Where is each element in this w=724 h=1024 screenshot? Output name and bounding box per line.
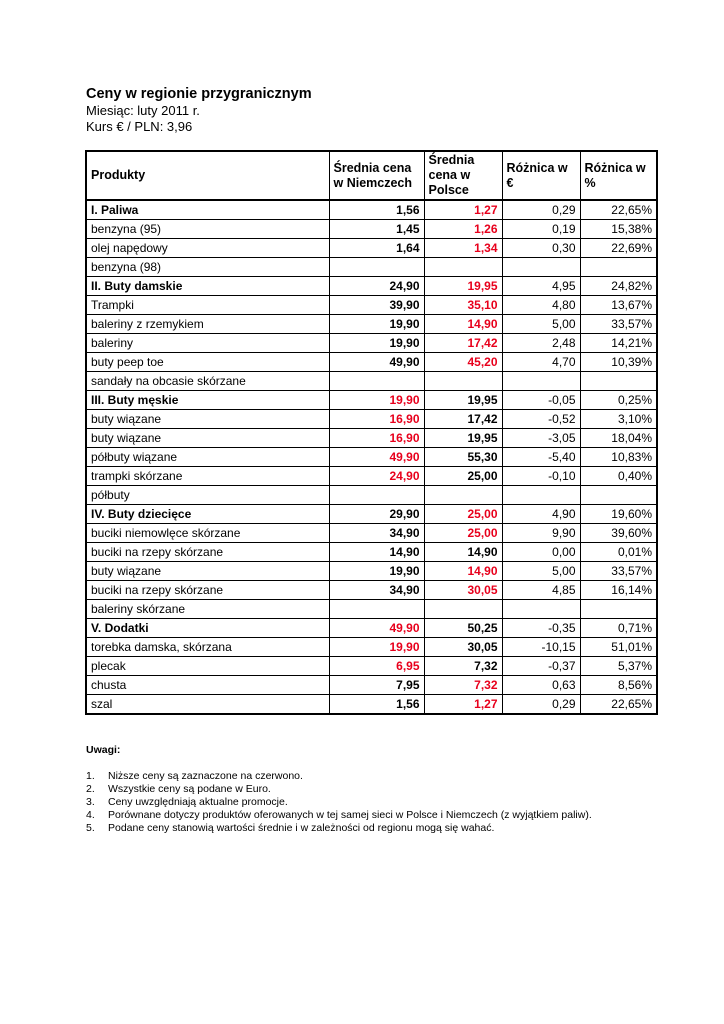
product-name-cell: IV. Buty dziecięce <box>86 505 329 524</box>
product-name-cell: buciki na rzepy skórzane <box>86 543 329 562</box>
product-name-cell: II. Buty damskie <box>86 277 329 296</box>
difference-pct-cell <box>580 372 657 391</box>
table-row <box>86 581 657 600</box>
difference-eur-cell: 2,48 <box>502 334 580 353</box>
difference-pct-cell: 33,57% <box>580 562 657 581</box>
difference-eur-cell: -0,10 <box>502 467 580 486</box>
price-germany-cell: 1,45 <box>329 220 424 239</box>
price-germany-cell: 34,90 <box>329 524 424 543</box>
difference-eur-cell: 4,95 <box>502 277 580 296</box>
price-germany-cell: 49,90 <box>329 353 424 372</box>
difference-pct-cell: 22,65% <box>580 695 657 715</box>
price-poland-cell: 17,42 <box>424 334 502 353</box>
note-item <box>86 809 592 822</box>
difference-eur-cell: 4,80 <box>502 296 580 315</box>
product-name-cell: V. Dodatki <box>86 619 329 638</box>
difference-pct-cell: 19,60% <box>580 505 657 524</box>
difference-pct-cell: 0,40% <box>580 467 657 486</box>
table-row <box>86 486 657 505</box>
price-germany-cell: 49,90 <box>329 448 424 467</box>
table-row <box>86 315 657 334</box>
table-row <box>86 695 657 715</box>
price-poland-cell <box>424 258 502 277</box>
difference-pct-cell: 0,01% <box>580 543 657 562</box>
column-header-price-germany: Średnia cena w Niemczech <box>329 151 424 200</box>
product-name-cell: III. Buty męskie <box>86 391 329 410</box>
table-row <box>86 239 657 258</box>
column-header-difference-eur: Różnica w € <box>502 151 580 200</box>
price-germany-cell: 1,56 <box>329 695 424 715</box>
price-germany-cell: 19,90 <box>329 315 424 334</box>
price-poland-cell: 7,32 <box>424 657 502 676</box>
difference-pct-cell: 10,39% <box>580 353 657 372</box>
difference-eur-cell: 0,29 <box>502 695 580 715</box>
difference-eur-cell <box>502 486 580 505</box>
difference-pct-cell: 51,01% <box>580 638 657 657</box>
price-comparison-table <box>85 150 658 715</box>
table-header-row <box>86 151 657 200</box>
price-germany-cell <box>329 372 424 391</box>
price-germany-cell: 1,56 <box>329 200 424 220</box>
difference-pct-cell: 3,10% <box>580 410 657 429</box>
month-line: Miesiąc: luty 2011 r. <box>86 103 200 118</box>
price-poland-cell: 25,00 <box>424 505 502 524</box>
difference-eur-cell: -0,35 <box>502 619 580 638</box>
price-germany-cell: 19,90 <box>329 334 424 353</box>
note-number: 5. <box>86 822 95 834</box>
table-row <box>86 657 657 676</box>
price-germany-cell: 14,90 <box>329 543 424 562</box>
difference-eur-cell: 5,00 <box>502 315 580 334</box>
note-number: 2. <box>86 783 95 795</box>
note-text: Ceny uwzględniają aktualne promocje. <box>108 796 288 808</box>
price-poland-cell: 35,10 <box>424 296 502 315</box>
product-name-cell: półbuty wiązane <box>86 448 329 467</box>
price-poland-cell: 14,90 <box>424 543 502 562</box>
table-row <box>86 410 657 429</box>
product-name-cell: półbuty <box>86 486 329 505</box>
difference-eur-cell: -3,05 <box>502 429 580 448</box>
price-germany-cell: 16,90 <box>329 429 424 448</box>
difference-eur-cell: 0,63 <box>502 676 580 695</box>
note-number: 1. <box>86 770 95 782</box>
price-poland-cell: 30,05 <box>424 638 502 657</box>
difference-eur-cell: 0,19 <box>502 220 580 239</box>
category-row <box>86 619 657 638</box>
difference-eur-cell: 0,29 <box>502 200 580 220</box>
difference-pct-cell: 33,57% <box>580 315 657 334</box>
product-name-cell: szal <box>86 695 329 715</box>
table-row <box>86 220 657 239</box>
price-poland-cell: 30,05 <box>424 581 502 600</box>
difference-pct-cell: 5,37% <box>580 657 657 676</box>
note-text: Podane ceny stanowią wartości średnie i w zależności od regionu mogą się wahać. <box>108 822 495 834</box>
difference-eur-cell: 0,00 <box>502 543 580 562</box>
column-header-price-poland: Średnia cena w Polsce <box>424 151 502 200</box>
price-poland-cell: 1,27 <box>424 695 502 715</box>
price-poland-cell: 50,25 <box>424 619 502 638</box>
price-germany-cell <box>329 600 424 619</box>
table-row <box>86 258 657 277</box>
price-poland-cell: 19,95 <box>424 277 502 296</box>
note-item <box>86 783 592 796</box>
price-poland-cell: 14,90 <box>424 562 502 581</box>
price-poland-cell <box>424 600 502 619</box>
table-body <box>86 200 657 714</box>
note-item <box>86 796 592 809</box>
price-poland-cell: 1,27 <box>424 200 502 220</box>
difference-pct-cell: 22,69% <box>580 239 657 258</box>
difference-eur-cell: 4,90 <box>502 505 580 524</box>
difference-eur-cell: -5,40 <box>502 448 580 467</box>
difference-eur-cell: 5,00 <box>502 562 580 581</box>
product-name-cell: buty peep toe <box>86 353 329 372</box>
product-name-cell: buty wiązane <box>86 429 329 448</box>
price-germany-cell: 19,90 <box>329 638 424 657</box>
price-poland-cell: 55,30 <box>424 448 502 467</box>
notes-list <box>86 770 592 835</box>
product-name-cell: chusta <box>86 676 329 695</box>
product-name-cell: sandały na obcasie skórzane <box>86 372 329 391</box>
product-name-cell: baleriny <box>86 334 329 353</box>
price-germany-cell: 19,90 <box>329 562 424 581</box>
difference-pct-cell: 13,67% <box>580 296 657 315</box>
exchange-rate-line: Kurs € / PLN: 3,96 <box>86 119 193 134</box>
table-row <box>86 638 657 657</box>
price-poland-cell: 25,00 <box>424 467 502 486</box>
difference-pct-cell <box>580 258 657 277</box>
difference-eur-cell <box>502 600 580 619</box>
category-row <box>86 200 657 220</box>
price-germany-cell: 1,64 <box>329 239 424 258</box>
table-row <box>86 429 657 448</box>
price-poland-cell: 1,34 <box>424 239 502 258</box>
price-poland-cell <box>424 372 502 391</box>
difference-eur-cell <box>502 372 580 391</box>
table-row <box>86 524 657 543</box>
difference-pct-cell: 0,25% <box>580 391 657 410</box>
category-row <box>86 505 657 524</box>
difference-eur-cell: 0,30 <box>502 239 580 258</box>
product-name-cell: plecak <box>86 657 329 676</box>
product-name-cell: benzyna (98) <box>86 258 329 277</box>
difference-eur-cell: -10,15 <box>502 638 580 657</box>
difference-pct-cell: 18,04% <box>580 429 657 448</box>
difference-eur-cell: -0,52 <box>502 410 580 429</box>
product-name-cell: torebka damska, skórzana <box>86 638 329 657</box>
table-row <box>86 600 657 619</box>
note-number: 4. <box>86 809 95 821</box>
price-poland-cell: 1,26 <box>424 220 502 239</box>
price-poland-cell <box>424 486 502 505</box>
product-name-cell: olej napędowy <box>86 239 329 258</box>
price-germany-cell: 24,90 <box>329 277 424 296</box>
table-row <box>86 448 657 467</box>
difference-pct-cell: 15,38% <box>580 220 657 239</box>
difference-pct-cell: 10,83% <box>580 448 657 467</box>
product-name-cell: trampki skórzane <box>86 467 329 486</box>
difference-pct-cell: 22,65% <box>580 200 657 220</box>
price-poland-cell: 19,95 <box>424 391 502 410</box>
price-germany-cell: 24,90 <box>329 467 424 486</box>
price-poland-cell: 17,42 <box>424 410 502 429</box>
price-germany-cell: 7,95 <box>329 676 424 695</box>
price-germany-cell: 29,90 <box>329 505 424 524</box>
price-poland-cell: 7,32 <box>424 676 502 695</box>
price-poland-cell: 14,90 <box>424 315 502 334</box>
difference-eur-cell: 9,90 <box>502 524 580 543</box>
difference-eur-cell: 4,70 <box>502 353 580 372</box>
price-germany-cell <box>329 258 424 277</box>
product-name-cell: baleriny z rzemykiem <box>86 315 329 334</box>
table-row <box>86 372 657 391</box>
difference-pct-cell: 16,14% <box>580 581 657 600</box>
column-header-difference-pct: Różnica w % <box>580 151 657 200</box>
product-name-cell: buciki na rzepy skórzane <box>86 581 329 600</box>
product-name-cell: benzyna (95) <box>86 220 329 239</box>
note-item <box>86 822 592 835</box>
price-poland-cell: 45,20 <box>424 353 502 372</box>
note-item <box>86 770 592 783</box>
product-name-cell: buciki niemowlęce skórzane <box>86 524 329 543</box>
difference-eur-cell: -0,05 <box>502 391 580 410</box>
difference-pct-cell: 8,56% <box>580 676 657 695</box>
price-germany-cell <box>329 486 424 505</box>
price-germany-cell: 19,90 <box>329 391 424 410</box>
note-text: Wszystkie ceny są podane w Euro. <box>108 783 271 795</box>
price-poland-cell: 25,00 <box>424 524 502 543</box>
notes-title: Uwagi: <box>86 744 121 756</box>
table-row <box>86 562 657 581</box>
difference-pct-cell: 14,21% <box>580 334 657 353</box>
document-header <box>86 85 312 135</box>
category-row <box>86 277 657 296</box>
price-germany-cell: 39,90 <box>329 296 424 315</box>
price-germany-cell: 34,90 <box>329 581 424 600</box>
product-name-cell: baleriny skórzane <box>86 600 329 619</box>
difference-eur-cell: 4,85 <box>502 581 580 600</box>
difference-pct-cell: 39,60% <box>580 524 657 543</box>
table-row <box>86 296 657 315</box>
product-name-cell: Trampki <box>86 296 329 315</box>
table-row <box>86 467 657 486</box>
category-row <box>86 391 657 410</box>
difference-pct-cell: 24,82% <box>580 277 657 296</box>
table-row <box>86 353 657 372</box>
product-name-cell: buty wiązane <box>86 562 329 581</box>
price-germany-cell: 16,90 <box>329 410 424 429</box>
difference-eur-cell: -0,37 <box>502 657 580 676</box>
column-header-products: Produkty <box>86 151 329 200</box>
table-row <box>86 334 657 353</box>
product-name-cell: buty wiązane <box>86 410 329 429</box>
note-text: Niższe ceny są zaznaczone na czerwono. <box>108 770 303 782</box>
product-name-cell: I. Paliwa <box>86 200 329 220</box>
difference-pct-cell: 0,71% <box>580 619 657 638</box>
difference-eur-cell <box>502 258 580 277</box>
difference-pct-cell <box>580 486 657 505</box>
notes-section <box>86 744 592 835</box>
note-number: 3. <box>86 796 95 808</box>
price-germany-cell: 6,95 <box>329 657 424 676</box>
price-germany-cell: 49,90 <box>329 619 424 638</box>
difference-pct-cell <box>580 600 657 619</box>
note-text: Porównane dotyczy produktów oferowanych w tej samej sieci w Polsce i Niemczech (z wyjątkiem paliw). <box>108 809 592 821</box>
table-row <box>86 543 657 562</box>
page-title: Ceny w regionie przygranicznym <box>86 86 312 102</box>
table-row <box>86 676 657 695</box>
price-poland-cell: 19,95 <box>424 429 502 448</box>
